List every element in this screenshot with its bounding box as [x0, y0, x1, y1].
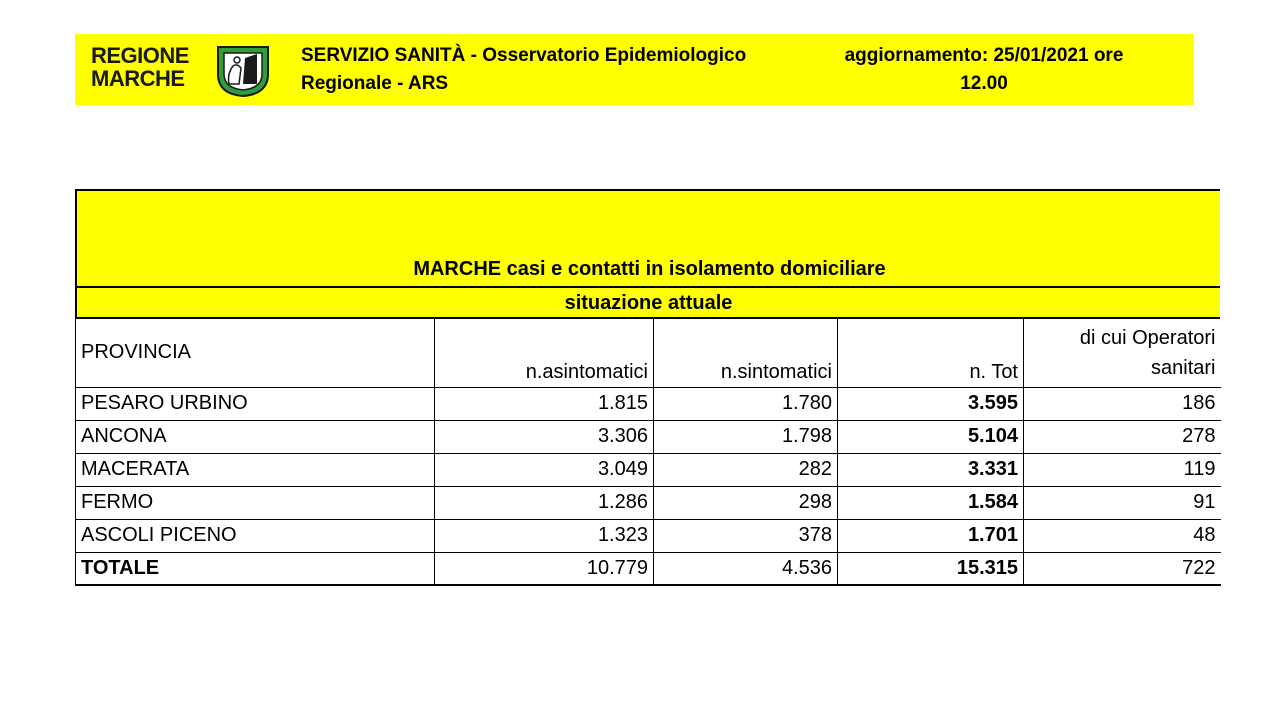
- col-header-sintomatici: n.sintomatici: [654, 319, 838, 387]
- header-band: [75, 34, 1194, 105]
- cell-tot: 3.331: [838, 453, 1024, 486]
- cell-asintomatici: 10.779: [435, 552, 654, 585]
- cell-asintomatici: 1.323: [435, 519, 654, 552]
- table-title: MARCHE casi e contatti in isolamento domiciliare: [413, 258, 886, 280]
- cell-operatori: 186: [1024, 387, 1221, 420]
- cell-tot: 3.595: [838, 387, 1024, 420]
- logo-line1: REGIONE: [91, 43, 189, 68]
- col-header-provincia: PROVINCIA: [76, 319, 435, 387]
- table-row: [76, 519, 1221, 552]
- cell-tot: 5.104: [838, 420, 1024, 453]
- cell-provincia: ANCONA: [76, 420, 435, 453]
- table-row: [76, 387, 1221, 420]
- total-row: [76, 552, 1221, 585]
- cell-operatori: 91: [1024, 486, 1221, 519]
- cell-provincia: ASCOLI PICENO: [76, 519, 435, 552]
- table-subtitle: situazione attuale: [75, 286, 1220, 319]
- cell-tot: 1.584: [838, 486, 1024, 519]
- cell-tot: 1.701: [838, 519, 1024, 552]
- cell-operatori: 119: [1024, 453, 1221, 486]
- cell-provincia: PESARO URBINO: [76, 387, 435, 420]
- cell-asintomatici: 3.306: [435, 420, 654, 453]
- cell-sintomatici: 378: [654, 519, 838, 552]
- isolation-table: [75, 189, 1220, 586]
- cell-sintomatici: 298: [654, 486, 838, 519]
- column-header-row: [76, 319, 1221, 387]
- table-row: [76, 486, 1221, 519]
- update-timestamp: aggiornamento: 25/01/2021 ore 12.00: [844, 45, 1124, 94]
- col-header-operatori: di cui Operatori sanitari: [1024, 319, 1221, 387]
- cell-provincia: MACERATA: [76, 453, 435, 486]
- cell-tot: 15.315: [838, 552, 1024, 585]
- cell-sintomatici: 282: [654, 453, 838, 486]
- cell-provincia: FERMO: [76, 486, 435, 519]
- cell-asintomatici: 1.286: [435, 486, 654, 519]
- cell-operatori: 48: [1024, 519, 1221, 552]
- service-title: SERVIZIO SANITÀ - Osservatorio Epidemiologico Regionale - ARS: [301, 45, 747, 94]
- data-table: [75, 319, 1221, 586]
- regione-marche-logo: [91, 44, 273, 98]
- table-row: [76, 453, 1221, 486]
- cell-sintomatici: 4.536: [654, 552, 838, 585]
- col-header-asintomatici: n.asintomatici: [435, 319, 654, 387]
- cell-operatori: 278: [1024, 420, 1221, 453]
- col-header-tot: n. Tot: [838, 319, 1024, 387]
- logo-line2: MARCHE: [91, 66, 185, 91]
- cell-provincia-totale: TOTALE: [76, 552, 435, 585]
- cell-operatori: 722: [1024, 552, 1221, 585]
- cell-asintomatici: 1.815: [435, 387, 654, 420]
- table-row: [76, 420, 1221, 453]
- cell-sintomatici: 1.780: [654, 387, 838, 420]
- cell-asintomatici: 3.049: [435, 453, 654, 486]
- table-title-box: [75, 189, 1220, 286]
- regione-marche-shield-icon: [215, 44, 271, 98]
- cell-sintomatici: 1.798: [654, 420, 838, 453]
- logo-text: [91, 44, 189, 90]
